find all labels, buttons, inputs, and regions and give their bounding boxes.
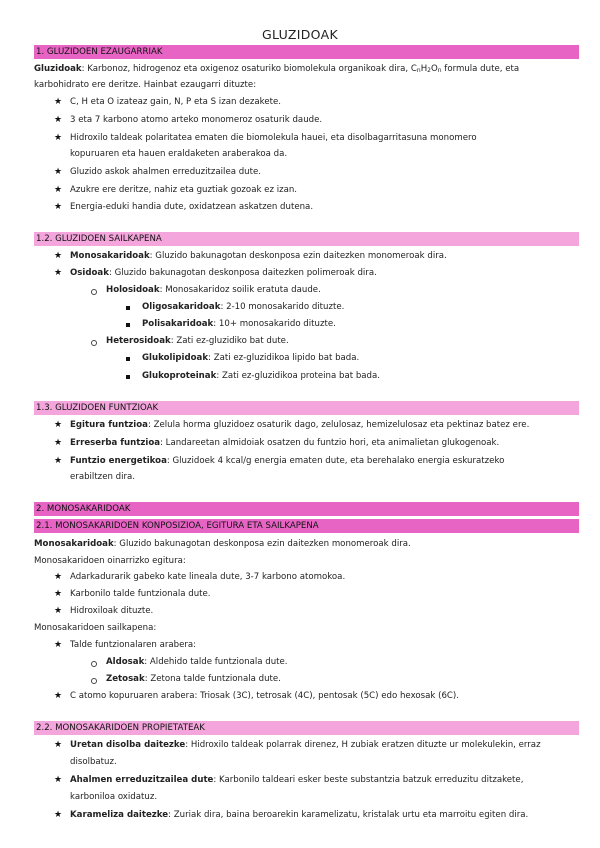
star-bullet-icon: ★ (54, 251, 63, 261)
list-item (70, 739, 541, 751)
zeto-text: : Zetona talde funtzionala dute. (144, 674, 281, 684)
poli-term: Polisakaridoak (142, 319, 214, 329)
star-bullet-icon: ★ (54, 740, 63, 750)
intro-text-b: H (420, 64, 428, 74)
list-item: C, H eta O izateaz gain, N, P eta S izan dezakete. (70, 97, 282, 107)
list-item (142, 301, 344, 313)
definition (34, 538, 411, 550)
circle-bullet-icon (91, 678, 97, 684)
list-item (70, 419, 529, 431)
ur-term: Uretan disolba daitezke (70, 740, 186, 750)
list-item (106, 335, 289, 347)
intro-text-c: O (431, 64, 438, 74)
hetero-text: : Zati ez-gluzidiko bat dute. (170, 336, 289, 346)
star-bullet-icon: ★ (54, 589, 63, 599)
list-item (106, 673, 281, 685)
list-item: Hidroxiloak dituzte. (70, 606, 154, 616)
section-heading-1-3: 1.3. GLUZIDOEN FUNTZIOAK (34, 401, 579, 415)
star-bullet-icon: ★ (54, 572, 63, 582)
kar-text: : Zuriak dira, baina beroarekin karamelizatu, kristalak urtu eta marroitu egiten dira. (168, 810, 529, 820)
star-bullet-icon: ★ (54, 810, 63, 820)
intro-sub-1: n (416, 67, 421, 74)
intro-text-a: : Karbonoz, hidrogenoz eta oxigenoz osaturiko biomolekula organikoak dira, C (81, 64, 417, 74)
square-bullet-icon (126, 306, 130, 310)
list-item (70, 437, 499, 449)
star-bullet-icon: ★ (54, 167, 63, 177)
intro-paragraph (34, 63, 519, 77)
intro-line-2: karbohidrato ere deritze. Hainbat ezaugarri dituzte: (34, 80, 257, 90)
erre-term: Erreserba funtzioa (70, 438, 161, 448)
square-bullet-icon (126, 323, 130, 327)
star-bullet-icon: ★ (54, 202, 63, 212)
glukop-text: : Zati ez-gluzidikoa proteina bat bada. (216, 371, 380, 381)
star-bullet-icon: ★ (54, 606, 63, 616)
list-item (142, 318, 336, 330)
section-heading-1: 1. GLUZIDOEN EZAUGARRIAK (34, 45, 579, 59)
star-bullet-icon: ★ (54, 115, 63, 125)
list-item: Gluzido askok ahalmen erreduzitzailea dute. (70, 167, 262, 177)
glukop-term: Glukoproteinak (142, 371, 217, 381)
subheading-label: Monosakaridoen sailkapena: (34, 623, 157, 633)
oligo-term: Oligosakaridoak (142, 302, 221, 312)
ahal-text: : Karbonilo taldeari esker beste substantzia batzuk erreduzitu ditzakete, (213, 775, 524, 785)
list-item-continuation: disolbatuz. (70, 757, 117, 767)
list-item: Energia-eduki handia dute, oxidatzean askatzen dutena. (70, 202, 314, 212)
osi-text: : Gluzido bakunagotan deskonposa daitezken polimeroak dira. (108, 268, 377, 278)
list-item: Talde funtzionalaren arabera: (70, 640, 197, 650)
gliko-text: : Zati ez-gluzidikoa lipido bat bada. (208, 353, 360, 363)
list-item (70, 809, 528, 821)
kar-term: Karameliza daitezke (70, 810, 169, 820)
list-item (70, 267, 377, 279)
list-item: 3 eta 7 karbono atomo arteko monomeroz osaturik daude. (70, 115, 323, 125)
star-bullet-icon: ★ (54, 420, 63, 430)
section-heading-2-1: 2.1. MONOSAKARIDOEN KONPOSIZIOA, EGITURA ETA SAILKAPENA (34, 519, 579, 533)
star-bullet-icon: ★ (54, 133, 63, 143)
section-heading-2-2: 2.2. MONOSAKARIDOEN PROPIETATEAK (34, 721, 579, 735)
star-bullet-icon: ★ (54, 691, 63, 701)
circle-bullet-icon (91, 289, 97, 295)
star-bullet-icon: ★ (54, 268, 63, 278)
mono-text: : Gluzido bakunagotan deskonposa ezin daitezken monomeroak dira. (149, 251, 447, 261)
star-bullet-icon: ★ (54, 775, 63, 785)
intro-text-d: formula dute, eta (441, 64, 520, 74)
ener-text: : Gluzidoek 4 kcal/g energia ematen dute, eta berehalako energia eskuratzeko (166, 456, 505, 466)
section-heading-2: 2. MONOSAKARIDOAK (34, 502, 579, 516)
list-item-continuation: karboniloa oxidatuz. (70, 792, 158, 802)
star-bullet-icon: ★ (54, 438, 63, 448)
egit-term: Egitura funtzioa (70, 420, 148, 430)
list-item (106, 284, 321, 296)
list-item-continuation: kopuruaren eta hauen eraldaketen araberakoa da. (70, 149, 288, 159)
list-item: Hidroxilo taldeak polaritatea ematen die biomolekula hauei, eta disolbagarritasuna monomero (70, 133, 477, 143)
zeto-term: Zetosak (106, 674, 145, 684)
page-title: GLUZIDOAK (262, 27, 338, 42)
egit-text: : Zelula horma gluzidoez osaturik dago, zelulosaz, hemizelulosaz eta pektinaz batez ere. (147, 420, 530, 430)
star-bullet-icon: ★ (54, 185, 63, 195)
holo-term: Holosidoak (106, 285, 160, 295)
square-bullet-icon (126, 375, 130, 379)
gliko-term: Glukolipidoak (142, 353, 209, 363)
list-item (106, 656, 288, 668)
star-bullet-icon: ★ (54, 640, 63, 650)
list-item (70, 774, 523, 786)
intro-term: Gluzidoak (34, 64, 82, 74)
subheading-label: Monosakaridoen oinarrizko egitura: (34, 556, 186, 566)
list-item (142, 370, 380, 382)
section-heading-1-2: 1.2. GLUZIDOEN SAILKAPENA (34, 232, 579, 246)
ur-text: : Hidroxilo taldeak polarrak direnez, H zubiak eratzen dituzte ur molekulekin, erraz (185, 740, 541, 750)
def-text: : Gluzido bakunagotan deskonposa ezin daitezken monomeroak dira. (113, 539, 411, 549)
osi-term: Osidoak (70, 268, 109, 278)
list-item: Adarkadurarik gabeko kate lineala dute, 3-7 karbono atomokoa. (70, 572, 346, 582)
list-item: C atomo kopuruaren arabera: Triosak (3C), tetrosak (4C), pentosak (5C) edo hexosak (6C). (70, 691, 459, 701)
star-bullet-icon: ★ (54, 97, 63, 107)
list-item: Azukre ere deritze, nahiz eta guztiak gozoak ez izan. (70, 185, 298, 195)
oligo-text: : 2-10 monosakarido dituzte. (220, 302, 345, 312)
aldo-term: Aldosak (106, 657, 145, 667)
aldo-text: : Aldehido talde funtzionala dute. (144, 657, 288, 667)
list-item (142, 352, 359, 364)
intro-sub-3: n (437, 67, 442, 74)
circle-bullet-icon (91, 661, 97, 667)
poli-text: : 10+ monosakarido dituzte. (213, 319, 336, 329)
list-item: Karbonilo talde funtzionala dute. (70, 589, 211, 599)
erre-text: : Landareetan almidoiak osatzen du funtzio hori, eta animalietan glukogenoak. (160, 438, 500, 448)
star-bullet-icon: ★ (54, 456, 63, 466)
def-term: Monosakaridoak (34, 539, 114, 549)
circle-bullet-icon (91, 340, 97, 346)
ener-term: Funtzio energetikoa (70, 456, 167, 466)
mono-term: Monosakaridoak (70, 251, 150, 261)
hetero-term: Heterosidoak (106, 336, 171, 346)
list-item (70, 455, 504, 467)
holo-text: : Monosakaridoz soilik eratuta daude. (159, 285, 321, 295)
intro-sub-2: 2 (427, 67, 431, 74)
list-item-continuation: erabiltzen dira. (70, 472, 136, 482)
square-bullet-icon (126, 357, 130, 361)
list-item (70, 250, 447, 262)
ahal-term: Ahalmen erreduzitzailea dute (70, 775, 214, 785)
